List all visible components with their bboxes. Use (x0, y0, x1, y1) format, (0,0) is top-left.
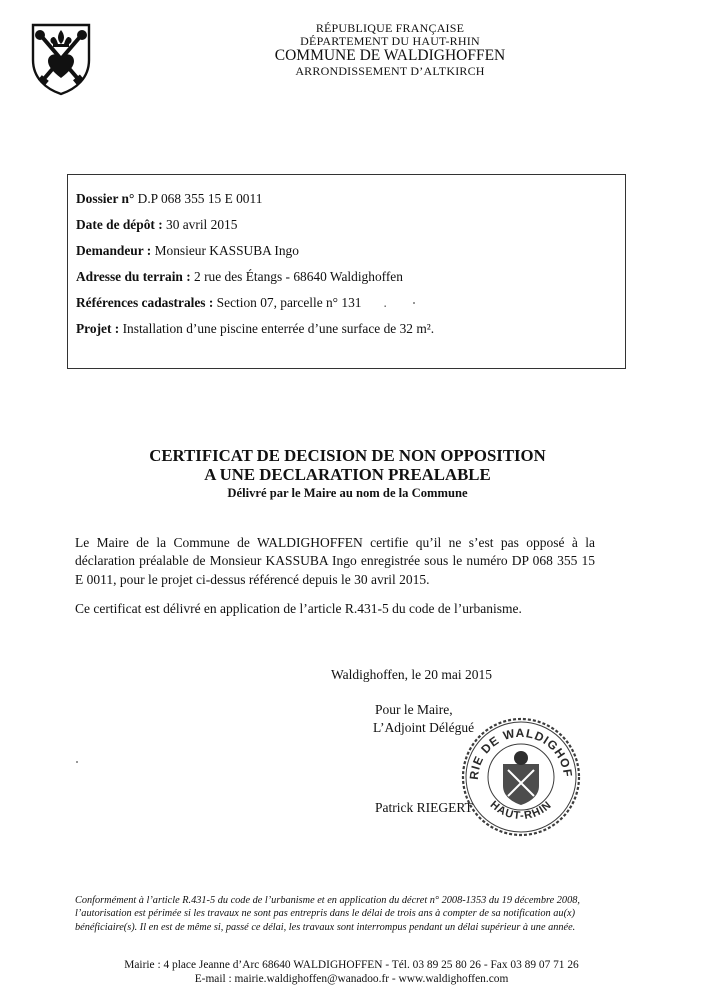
footer-address: Mairie : 4 place Jeanne d’Arc 68640 WALDIGHOFFEN - Tél. 03 89 25 80 26 - Fax 03 89 07 71 26 (124, 959, 579, 971)
stamp-top-text: RIE DE WALDIGHOF (466, 725, 576, 781)
project-row (76, 321, 434, 337)
stamp-bottom-text: HAUT-RHIN (487, 798, 555, 823)
department-line: DÉPARTEMENT DU HAUT-RHIN (300, 33, 480, 48)
validity-footnote: Conformément à l’article R.431-5 du code de l’urbanisme et en application du décret n° 2008-1353 du 19 décembre 2008, l’autorisation est périmée si les travaux ne sont pas entrepris dans le délai de trois ans à compter de sa notification au(x) bénéficiaire(s). Il en est de même si, passé ce délai, les travaux sont interrompus pendant un délai supérieur à une année. (75, 895, 580, 933)
for-mayor: Pour le Maire, (375, 702, 453, 717)
coat-of-arms-icon (30, 22, 92, 96)
dossier-number-value: D.P 068 355 15 E 0011 (134, 191, 263, 206)
deposit-date-label: Date de dépôt : (76, 217, 163, 232)
title-subtitle: Délivré par le Maire au nom de la Commune (227, 486, 468, 500)
cadastral-label: Références cadastrales : (76, 295, 214, 310)
project-label: Projet : (76, 321, 120, 336)
signatory-name: Patrick RIEGERT (375, 800, 473, 815)
applicant-label: Demandeur : (76, 243, 152, 258)
certification-paragraph: Le Maire de la Commune de WALDIGHOFFEN certifie qu’il ne s’est pas opposé à la déclaration préalable de Monsieur KASSUBA Ingo enregistrée sous le numéro DP 068 355 15 E 0011, pour le projet ci-dessus référencé depuis le 30 avril 2015. (75, 535, 595, 587)
address-row (76, 269, 403, 285)
cadastral-row (76, 295, 387, 311)
letterhead (230, 22, 550, 78)
scan-dot (413, 302, 415, 304)
applicant-row (76, 243, 299, 259)
address-value: 2 rue des Étangs - 68640 Waldighoffen (190, 269, 403, 284)
deposit-date-value: 30 avril 2015 (162, 217, 238, 232)
legal-basis-paragraph: Ce certificat est délivré en application de l’article R.431-5 du code de l’urbanisme. (75, 601, 522, 616)
footer-contact: E-mail : mairie.waldighoffen@wanadoo.fr - www.waldighoffen.com (194, 973, 509, 985)
republic-line: RÉPUBLIQUE FRANÇAISE (315, 21, 465, 35)
arrondissement-line: ARRONDISSEMENT D’ALTKIRCH (295, 63, 485, 78)
certificate-title (100, 446, 595, 501)
title-line-1: CERTIFICAT DE DECISION DE NON OPPOSITION (149, 446, 546, 465)
deposit-date-row (76, 217, 237, 233)
dossier-box (67, 174, 626, 369)
mayor-stamp-icon (458, 714, 584, 840)
cadastral-mark: . (383, 295, 387, 310)
deputy-title: L’Adjoint Délégué (373, 720, 475, 735)
place-date: Waldighoffen, le 20 mai 2015 (331, 667, 493, 682)
dossier-number-row (76, 191, 262, 207)
commune-line: COMMUNE DE WALDIGHOFFEN (274, 46, 506, 64)
project-value: Installation d’une piscine enterrée d’une surface de 32 m². (119, 321, 435, 336)
dossier-number-label: Dossier n° (76, 191, 135, 206)
scan-dot (76, 761, 78, 763)
address-label: Adresse du terrain : (76, 269, 191, 284)
cadastral-value: Section 07, parcelle n° 131 (213, 295, 362, 310)
applicant-value: Monsieur KASSUBA Ingo (151, 243, 299, 258)
title-line-2: A UNE DECLARATION PREALABLE (204, 465, 491, 484)
town-hall-footer (60, 958, 643, 986)
